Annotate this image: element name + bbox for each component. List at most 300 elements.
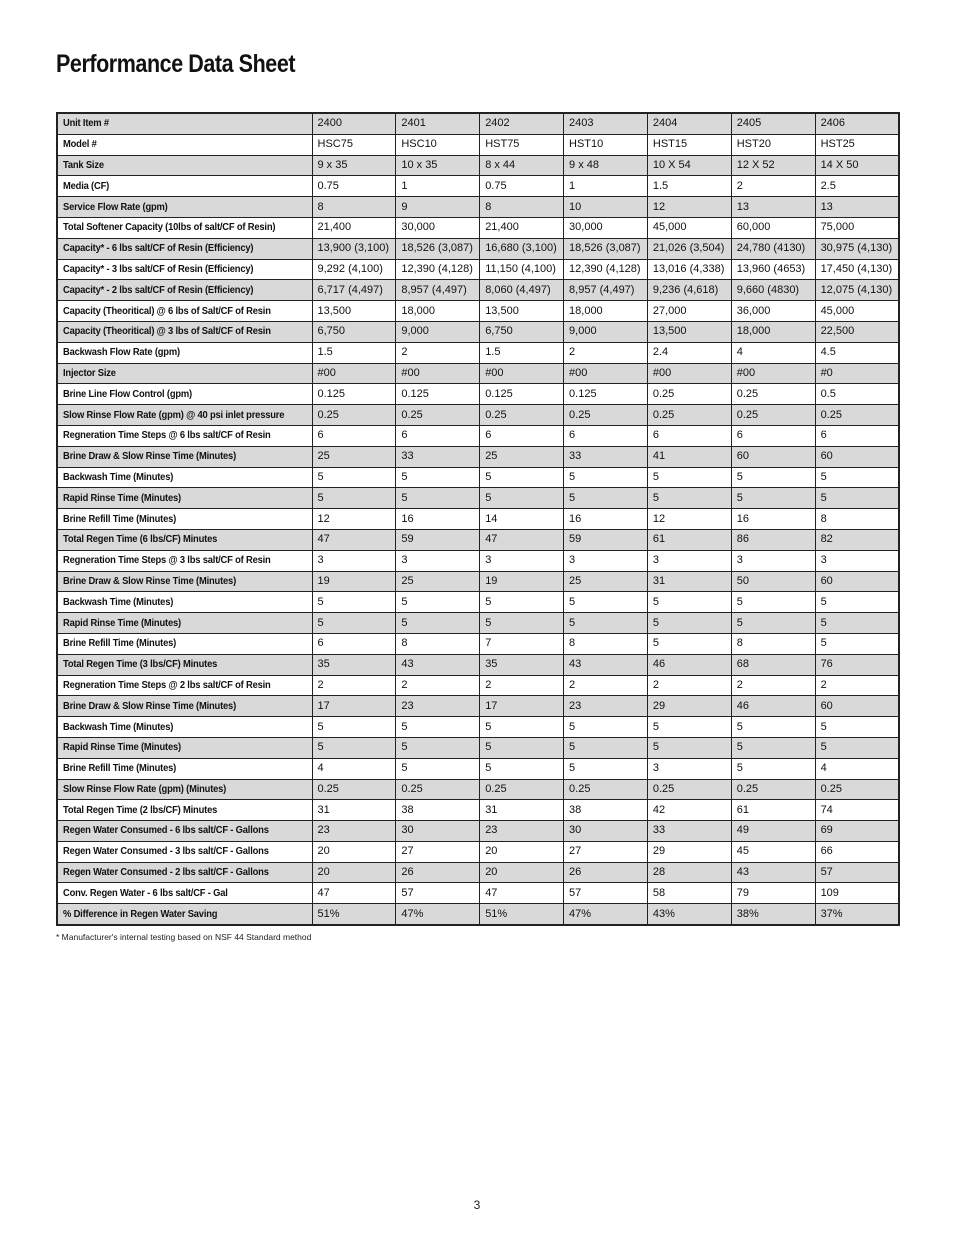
table-cell: 5 [396,613,480,634]
table-cell: 49 [731,821,815,842]
table-cell: 5 [564,488,648,509]
table-row [57,155,899,176]
row-label [57,717,312,738]
table-cell: 0.125 [564,384,648,405]
table-cell: 5 [815,592,899,613]
table-cell: 57 [396,883,480,904]
table-cell: 18,000 [731,321,815,342]
table-cell: 1.5 [312,342,396,363]
table-cell: HST75 [480,134,564,155]
table-cell: 3 [647,550,731,571]
table-cell: 2402 [480,113,564,134]
table-cell: 26 [564,862,648,883]
table-cell: 86 [731,529,815,550]
table-cell: 2404 [647,113,731,134]
table-cell: 13 [815,197,899,218]
table-cell: 29 [647,696,731,717]
table-cell: 0.25 [396,779,480,800]
row-label [57,883,312,904]
table-cell: 5 [312,467,396,488]
table-cell: 36,000 [731,301,815,322]
row-label-text: Rapid Rinse Time (Minutes) [63,492,181,504]
table-cell: 13,900 (3,100) [312,238,396,259]
table-cell: 2403 [564,113,648,134]
table-cell: 23 [480,821,564,842]
table-cell: 5 [480,717,564,738]
row-label [57,467,312,488]
row-label-text: Brine Draw & Slow Rinse Time (Minutes) [63,575,237,587]
table-cell: 5 [480,488,564,509]
table-cell: HSC10 [396,134,480,155]
table-cell: 45 [731,841,815,862]
table-cell: 0.125 [480,384,564,405]
table-cell: 2 [396,675,480,696]
table-cell: 68 [731,654,815,675]
table-cell: #00 [731,363,815,384]
table-cell: 3 [396,550,480,571]
table-cell: 3 [731,550,815,571]
table-cell: 10 [564,197,648,218]
table-cell: 16 [396,509,480,530]
row-label [57,446,312,467]
table-cell: 13,960 (4653) [731,259,815,280]
footnote: * Manufacturer's internal testing based on NSF 44 Standard method [56,932,312,942]
row-label-text: Model # [63,139,97,151]
table-row [57,405,899,426]
table-cell: 25 [480,446,564,467]
table-row [57,321,899,342]
table-cell: 45,000 [815,301,899,322]
table-cell: 9 x 35 [312,155,396,176]
table-cell: 12,390 (4,128) [396,259,480,280]
row-label [57,696,312,717]
table-cell: 6,717 (4,497) [312,280,396,301]
table-cell: 61 [647,529,731,550]
table-cell: 66 [815,841,899,862]
table-cell: 5 [647,717,731,738]
table-cell: 5 [396,488,480,509]
row-label-text: Total Softener Capacity (10lbs of salt/CF of Resin) [63,222,276,234]
table-cell: 35 [480,654,564,675]
table-cell: 16 [731,509,815,530]
table-cell: 45,000 [647,217,731,238]
table-row [57,425,899,446]
table-cell: 33 [564,446,648,467]
page-number: 3 [473,1198,481,1212]
table-cell: 5 [564,758,648,779]
table-cell: 33 [647,821,731,842]
table-cell: 3 [647,758,731,779]
table-cell: 5 [396,737,480,758]
row-label-text: Backwash Time (Minutes) [63,471,174,483]
table-cell: 18,526 (3,087) [564,238,648,259]
table-cell: #00 [396,363,480,384]
table-cell: 58 [647,883,731,904]
table-cell: #00 [480,363,564,384]
table-cell: 5 [564,717,648,738]
table-cell: 57 [815,862,899,883]
table-cell: 109 [815,883,899,904]
table-cell: 82 [815,529,899,550]
table-row [57,883,899,904]
table-cell: 25 [312,446,396,467]
table-row [57,238,899,259]
table-cell: 8 [564,633,648,654]
table-cell: 5 [480,737,564,758]
table-cell: 0.125 [312,384,396,405]
page-title: Performance Data Sheet [56,50,296,78]
table-cell: 0.25 [564,779,648,800]
table-cell: 8,957 (4,497) [564,280,648,301]
row-label-text: Service Flow Rate (gpm) [63,201,168,213]
table-cell: 35 [312,654,396,675]
table-cell: 2 [815,675,899,696]
row-label-text: Injector Size [63,367,116,379]
table-row [57,217,899,238]
table-cell: 13,500 [312,301,396,322]
table-cell: 8 [815,509,899,530]
table-cell: 13,500 [647,321,731,342]
table-cell: 74 [815,800,899,821]
table-cell: 8 [312,197,396,218]
table-cell: 61 [731,800,815,821]
row-label [57,238,312,259]
table-cell: 30 [396,821,480,842]
table-cell: 7 [480,633,564,654]
row-label [57,259,312,280]
row-label [57,529,312,550]
table-cell: 2400 [312,113,396,134]
table-cell: 0.25 [312,405,396,426]
row-label-text: Slow Rinse Flow Rate (gpm) (Minutes) [63,783,227,795]
table-cell: 47 [312,883,396,904]
row-label-text: Capacity (Theoritical) @ 3 lbs of Salt/CF of Resin [63,326,271,338]
table-cell: 21,400 [480,217,564,238]
table-row [57,675,899,696]
table-cell: 5 [564,592,648,613]
table-cell: 18,526 (3,087) [396,238,480,259]
table-cell: 5 [312,592,396,613]
table-cell: 0.125 [396,384,480,405]
row-label-text: Brine Draw & Slow Rinse Time (Minutes) [63,451,237,463]
table-row [57,737,899,758]
table-cell: 23 [396,696,480,717]
table-cell: 5 [815,467,899,488]
table-cell: 47% [564,904,648,925]
table-cell: 21,400 [312,217,396,238]
table-row [57,904,899,925]
table-cell: 1 [564,176,648,197]
table-cell: 4 [815,758,899,779]
table-cell: 4.5 [815,342,899,363]
table-cell: 8 [396,633,480,654]
table-cell: 20 [480,841,564,862]
table-cell: 47 [480,883,564,904]
table-cell: 29 [647,841,731,862]
table-cell: 9 x 48 [564,155,648,176]
table-cell: 12 [647,197,731,218]
table-cell: 5 [396,467,480,488]
table-cell: 2 [396,342,480,363]
row-label [57,363,312,384]
row-label [57,737,312,758]
row-label [57,134,312,155]
table-cell: 10 X 54 [647,155,731,176]
table-cell: 30,000 [396,217,480,238]
performance-data-table [56,112,900,926]
table-cell: 8,957 (4,497) [396,280,480,301]
row-label [57,509,312,530]
table-row [57,800,899,821]
table-cell: 4 [312,758,396,779]
table-cell: 17,450 (4,130) [815,259,899,280]
table-cell: 6 [312,633,396,654]
table-row [57,113,899,134]
table-cell: 9,000 [564,321,648,342]
row-label-text: Regen Water Consumed - 2 lbs salt/CF - Gallons [63,867,269,879]
table-cell: 6 [480,425,564,446]
table-cell: 6,750 [480,321,564,342]
row-label [57,633,312,654]
table-cell: 12 [312,509,396,530]
row-label-text: % Difference in Regen Water Saving [63,908,218,920]
table-cell: HST20 [731,134,815,155]
table-cell: 11,150 (4,100) [480,259,564,280]
row-label-text: Backwash Time (Minutes) [63,596,174,608]
table-cell: 6,750 [312,321,396,342]
table-cell: 5 [396,758,480,779]
table-cell: 27 [396,841,480,862]
table-cell: 5 [647,737,731,758]
table-row [57,467,899,488]
table-cell: 5 [480,592,564,613]
row-label [57,758,312,779]
row-label [57,571,312,592]
row-label-text: Total Regen Time (3 lbs/CF) Minutes [63,659,218,671]
table-cell: 23 [564,696,648,717]
table-cell: 0.25 [815,405,899,426]
table-cell: 69 [815,821,899,842]
table-cell: 20 [312,841,396,862]
table-cell: 5 [312,613,396,634]
table-cell: HST15 [647,134,731,155]
table-cell: 31 [312,800,396,821]
table-cell: 27 [564,841,648,862]
table-cell: 27,000 [647,301,731,322]
table-cell: 9 [396,197,480,218]
table-cell: 60 [815,696,899,717]
table-cell: #00 [564,363,648,384]
table-cell: 6 [731,425,815,446]
table-cell: 41 [647,446,731,467]
table-cell: 2405 [731,113,815,134]
table-cell: 30 [564,821,648,842]
table-cell: 19 [312,571,396,592]
table-cell: 5 [731,717,815,738]
row-label-text: Rapid Rinse Time (Minutes) [63,742,181,754]
table-cell: 5 [647,488,731,509]
table-cell: 3 [564,550,648,571]
row-label [57,197,312,218]
row-label-text: Regneration Time Steps @ 6 lbs salt/CF of Resin [63,430,271,442]
row-label [57,301,312,322]
table-cell: 8 [480,197,564,218]
table-cell: 59 [564,529,648,550]
table-cell: 13,500 [480,301,564,322]
table-cell: 26 [396,862,480,883]
table-cell: 2 [480,675,564,696]
table-cell: 18,000 [396,301,480,322]
row-label-text: Backwash Flow Rate (gpm) [63,347,180,359]
table-row [57,633,899,654]
row-label-text: Regen Water Consumed - 3 lbs salt/CF - Gallons [63,846,269,858]
table-cell: 38% [731,904,815,925]
row-label-text: Brine Line Flow Control (gpm) [63,388,193,400]
table-cell: 12,390 (4,128) [564,259,648,280]
table-row [57,592,899,613]
table-row [57,509,899,530]
table-row [57,529,899,550]
table-cell: 2 [731,176,815,197]
table-cell: 0.25 [396,405,480,426]
table-cell: 9,236 (4,618) [647,280,731,301]
row-label [57,342,312,363]
table-cell: 5 [396,717,480,738]
table-cell: 24,780 (4130) [731,238,815,259]
table-cell: 5 [815,737,899,758]
table-cell: 1.5 [480,342,564,363]
table-cell: 5 [647,467,731,488]
row-label [57,821,312,842]
table-row [57,280,899,301]
row-label [57,550,312,571]
table-cell: 25 [564,571,648,592]
table-cell: 5 [564,467,648,488]
table-cell: 5 [312,488,396,509]
table-row [57,550,899,571]
row-label-text: Capacity* - 6 lbs salt/CF of Resin (Efficiency) [63,243,254,255]
table-cell: 46 [647,654,731,675]
table-cell: 38 [564,800,648,821]
table-cell: 31 [480,800,564,821]
table-cell: 5 [815,633,899,654]
table-cell: 43 [731,862,815,883]
row-label [57,841,312,862]
table-cell: 8,060 (4,497) [480,280,564,301]
table-cell: 14 X 50 [815,155,899,176]
table-cell: 3 [815,550,899,571]
table-cell: 5 [647,592,731,613]
table-row [57,446,899,467]
table-cell: 0.25 [815,779,899,800]
table-cell: 18,000 [564,301,648,322]
row-label [57,321,312,342]
table-cell: 60 [731,446,815,467]
table-cell: 17 [312,696,396,717]
table-cell: 6 [564,425,648,446]
table-cell: #00 [647,363,731,384]
table-cell: 0.25 [647,779,731,800]
table-cell: 6 [312,425,396,446]
table-cell: 8 x 44 [480,155,564,176]
table-cell: 30,975 (4,130) [815,238,899,259]
table-cell: 5 [480,758,564,779]
table-cell: 0.25 [647,405,731,426]
table-cell: 59 [396,529,480,550]
table-cell: 2 [312,675,396,696]
table-cell: 5 [731,758,815,779]
row-label [57,800,312,821]
table-cell: 76 [815,654,899,675]
table-cell: 19 [480,571,564,592]
table-cell: 5 [731,467,815,488]
row-label-text: Rapid Rinse Time (Minutes) [63,617,181,629]
table-cell: 31 [647,571,731,592]
table-row [57,134,899,155]
table-cell: 50 [731,571,815,592]
row-label-text: Media (CF) [63,180,110,192]
row-label-text: Unit Item # [63,118,109,130]
row-label-text: Brine Draw & Slow Rinse Time (Minutes) [63,700,237,712]
table-cell: 0.25 [647,384,731,405]
table-row [57,176,899,197]
table-cell: 0.25 [312,779,396,800]
table-cell: HST25 [815,134,899,155]
table-cell: 2 [731,675,815,696]
table-cell: 46 [731,696,815,717]
table-cell: 13 [731,197,815,218]
table-cell: 75,000 [815,217,899,238]
row-label [57,904,312,925]
table-cell: 5 [396,592,480,613]
table-cell: 5 [731,613,815,634]
table-row [57,821,899,842]
table-cell: 1 [396,176,480,197]
table-cell: 0.25 [731,405,815,426]
table-cell: HSC75 [312,134,396,155]
table-cell: 51% [480,904,564,925]
table-cell: 60,000 [731,217,815,238]
table-cell: 5 [564,613,648,634]
table-cell: 5 [815,717,899,738]
table-cell: 6 [815,425,899,446]
table-cell: 5 [731,737,815,758]
table-cell: 12 X 52 [731,155,815,176]
row-label [57,155,312,176]
row-label-text: Regneration Time Steps @ 2 lbs salt/CF of Resin [63,679,271,691]
row-label [57,862,312,883]
row-label [57,113,312,134]
table-row [57,613,899,634]
table-cell: 21,026 (3,504) [647,238,731,259]
row-label [57,384,312,405]
table-cell: 47% [396,904,480,925]
table-cell: 2 [564,342,648,363]
table-row [57,841,899,862]
table-cell: 0.25 [564,405,648,426]
row-label [57,592,312,613]
table-cell: 9,292 (4,100) [312,259,396,280]
table-row [57,696,899,717]
table-cell: 6 [396,425,480,446]
table-cell: 23 [312,821,396,842]
table-cell: 5 [731,488,815,509]
table-row [57,862,899,883]
table-cell: 5 [815,613,899,634]
row-label [57,405,312,426]
table-cell: 2406 [815,113,899,134]
row-label-text: Capacity* - 2 lbs salt/CF of Resin (Efficiency) [63,284,254,296]
